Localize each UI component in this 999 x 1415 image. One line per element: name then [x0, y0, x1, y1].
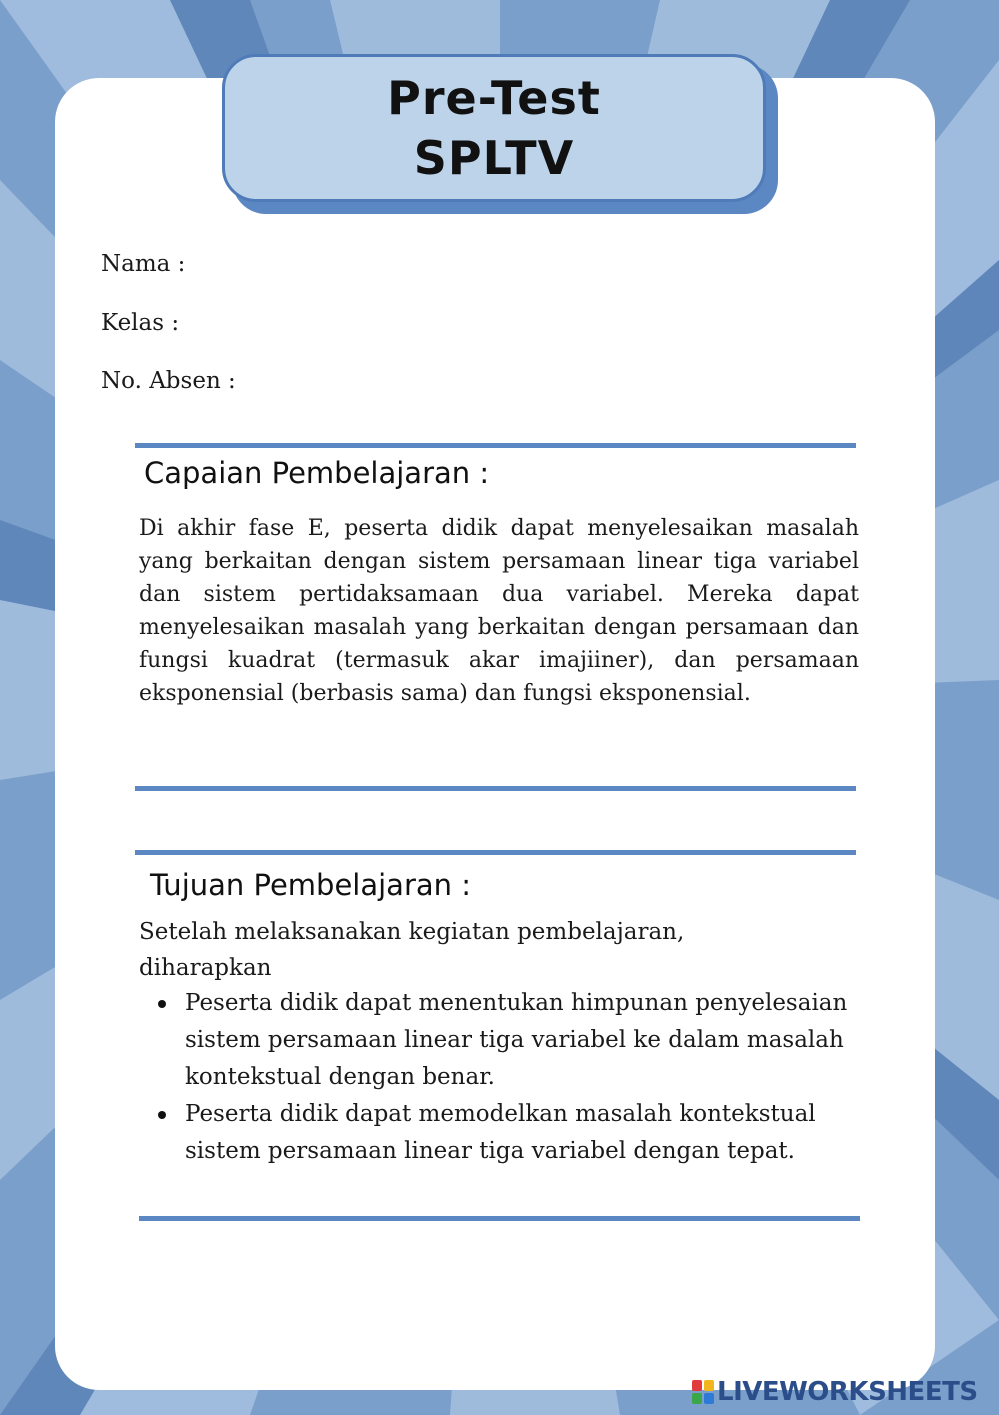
objectives-intro-line-2: diharapkan — [139, 955, 272, 981]
objectives-intro — [139, 914, 859, 986]
list-item — [155, 985, 890, 1096]
bullet-icon — [158, 1111, 166, 1119]
class-field-label: Kelas : — [101, 310, 180, 336]
worksheet-card — [55, 78, 935, 1390]
list-item — [155, 1096, 890, 1170]
objectives-intro-line-1: Setelah melaksanakan kegiatan pembelajaran, — [139, 919, 685, 945]
liveworksheets-logo-icon — [692, 1380, 714, 1404]
objectives-bottom-rule — [139, 1216, 860, 1221]
achievement-heading: Capaian Pembelajaran : — [144, 456, 490, 490]
objectives-list — [155, 985, 890, 1170]
name-field-label: Nama : — [101, 251, 186, 277]
number-field-label: No. Absen : — [101, 368, 236, 394]
title-banner — [222, 54, 766, 202]
objectives-top-rule — [135, 850, 856, 855]
bullet-icon — [158, 1000, 166, 1008]
objectives-heading: Tujuan Pembelajaran : — [150, 868, 472, 902]
achievement-bottom-rule — [135, 786, 856, 791]
liveworksheets-wordmark: LIVEWORKSHEETS — [717, 1377, 978, 1407]
achievement-text: Di akhir fase E, peserta didik dapat menyelesaikan masalah yang berkaitan dengan sistem persamaan linear tiga variabel dan sistem pertidaksamaan dua variabel. Mereka dapat menyelesaikan masalah yang berkaitan dengan persamaan dan fungsi kuadrat (termasuk akar imajiiner), dan persamaan eksponensial (berbasis sama) dan fungsi eksponensial. — [139, 516, 859, 706]
objective-item-text: Peserta didik dapat menentukan himpunan penyelesaian sistem persamaan linear tiga variabel ke dalam masalah kontekstual dengan benar. — [185, 990, 848, 1090]
title-line-1: Pre-Test — [387, 71, 601, 125]
liveworksheets-brand — [692, 1375, 978, 1409]
objective-item-text: Peserta didik dapat memodelkan masalah kontekstual sistem persamaan linear tiga variabel dengan tepat. — [185, 1101, 816, 1164]
title-line-2: SPLTV — [413, 131, 575, 185]
achievement-top-rule — [135, 443, 856, 448]
